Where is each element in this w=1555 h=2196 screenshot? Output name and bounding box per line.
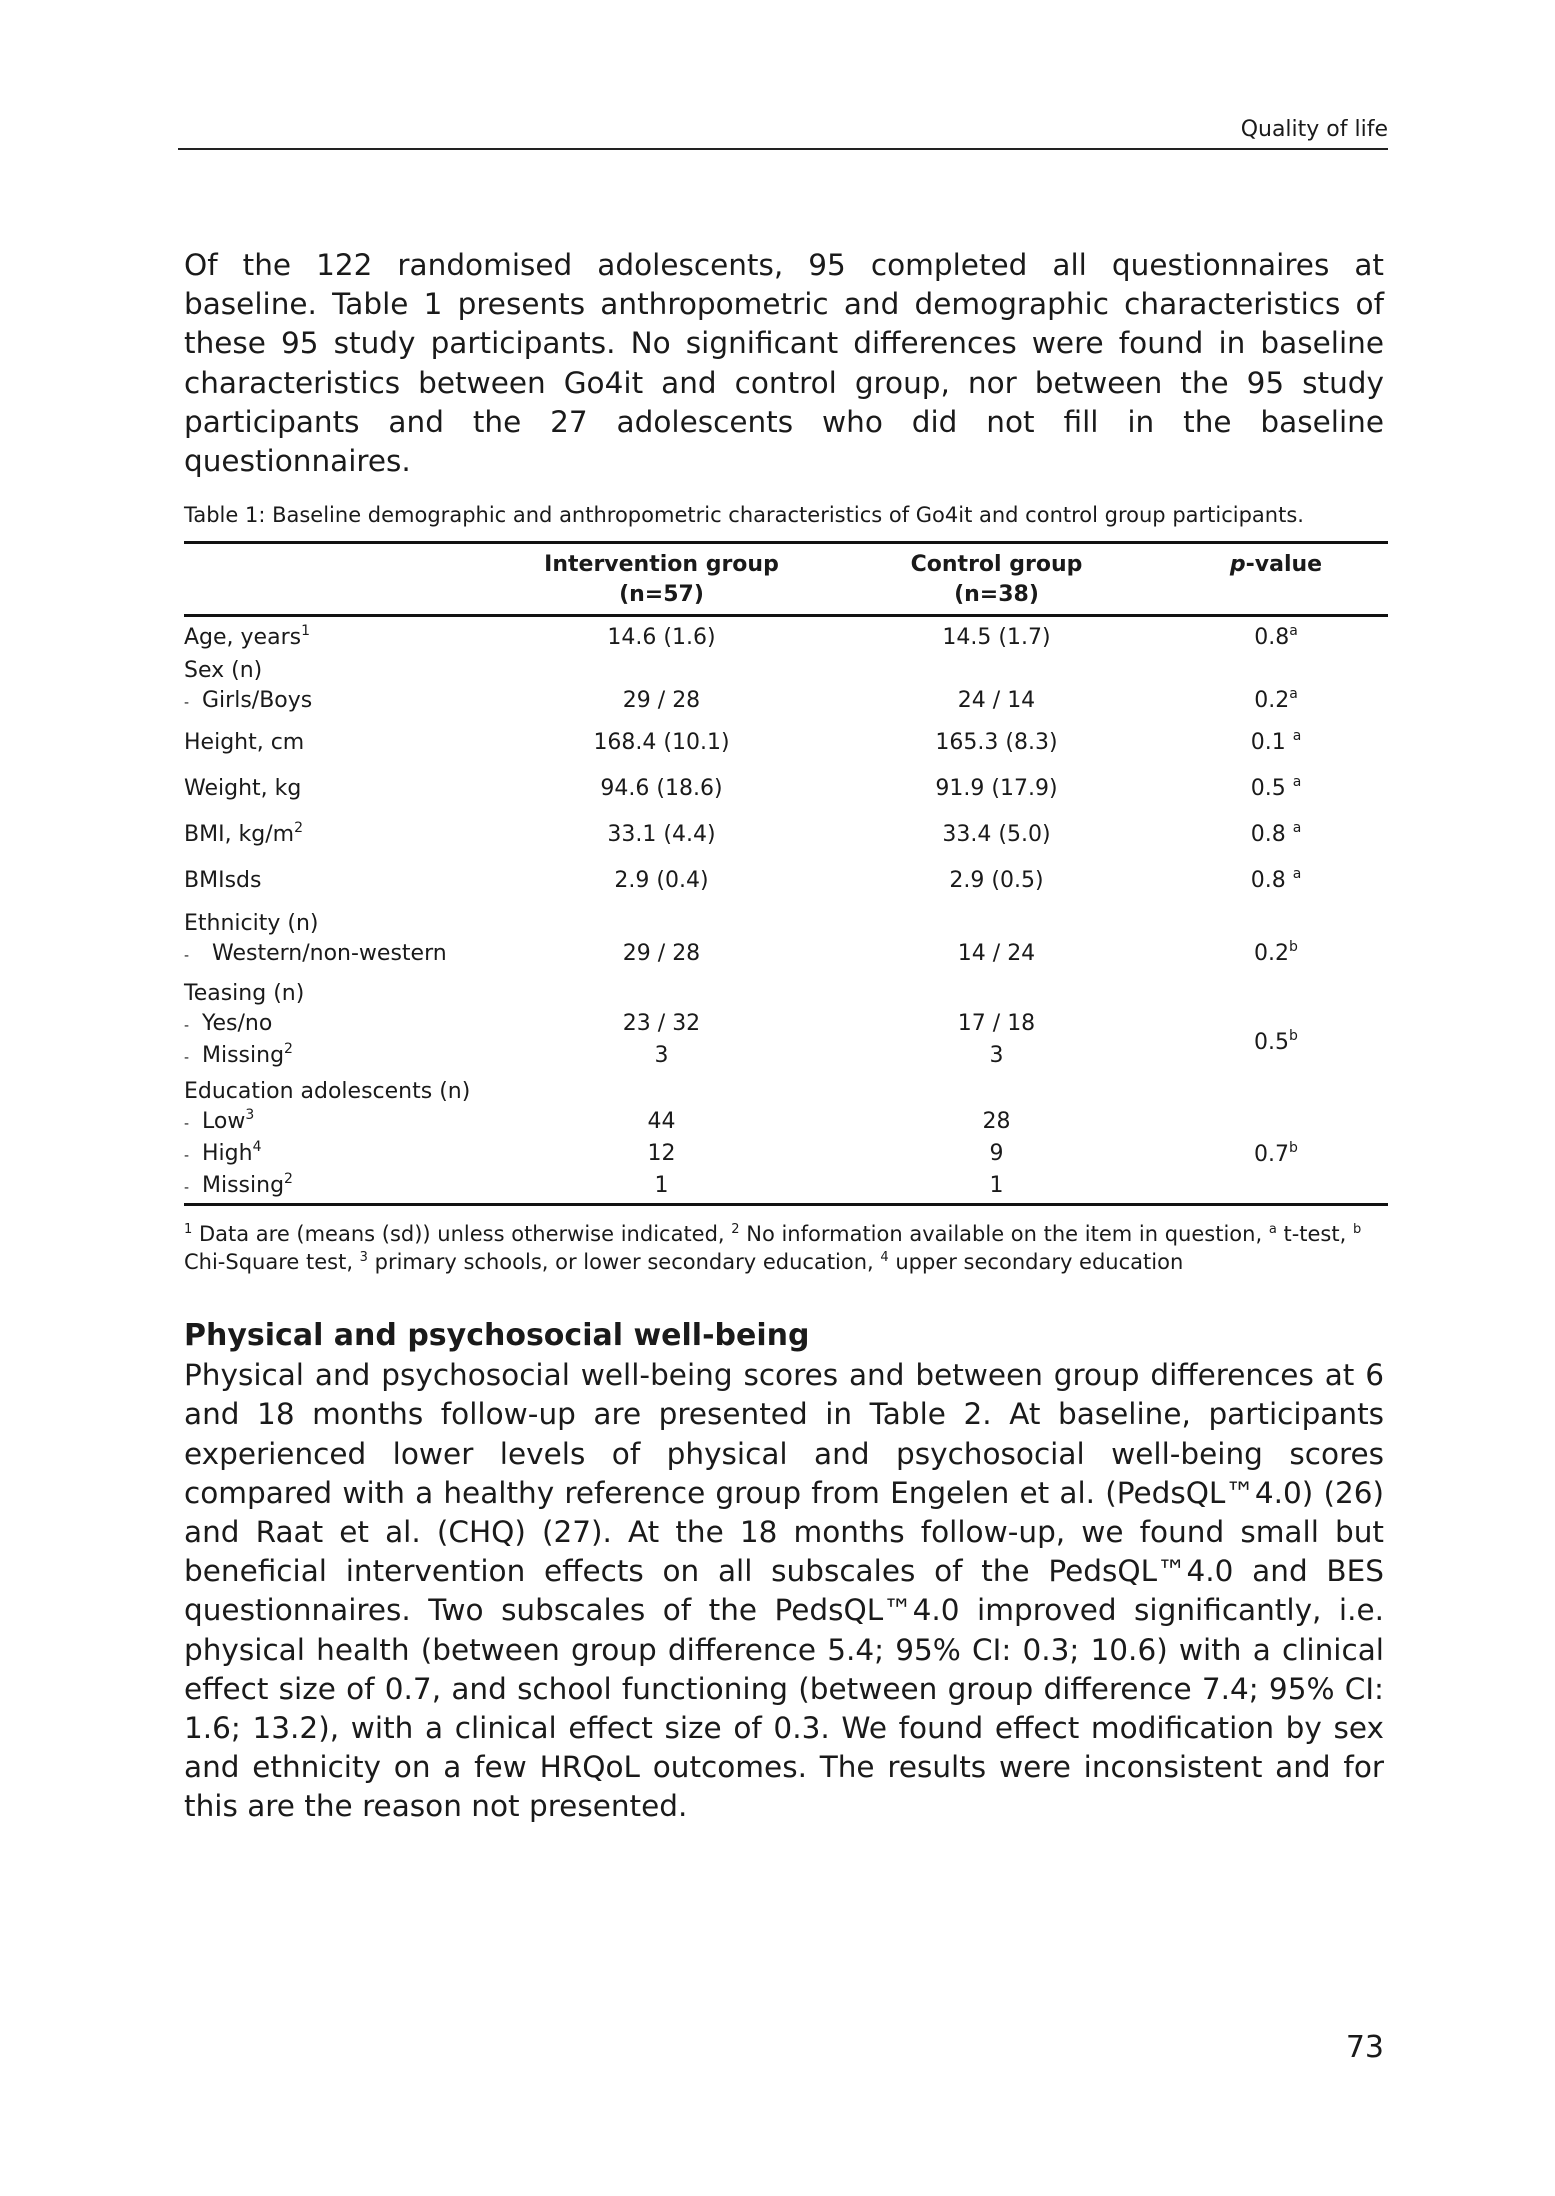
- row-label: Weight, kg: [184, 775, 302, 801]
- row-label: High: [202, 1140, 253, 1166]
- table-row: [184, 820, 1388, 866]
- cell-p-sup: a: [1292, 819, 1302, 836]
- row-label: Yes/no: [202, 1010, 273, 1036]
- row-label: Girls/Boys: [202, 687, 313, 713]
- page-content: [184, 246, 1384, 1827]
- row-label-sup: 3: [245, 1106, 255, 1123]
- header-intervention-title: Intervention group: [544, 552, 779, 578]
- row-group-label: Teasing (n): [184, 980, 305, 1006]
- bullet-marker: -: [184, 947, 190, 964]
- bullet-marker: -: [184, 1049, 190, 1066]
- table-header-row: [184, 543, 1388, 616]
- row-label-sup: 4: [252, 1138, 262, 1155]
- cell-p-sup: b: [1289, 938, 1298, 955]
- header-p-italic: p: [1229, 552, 1246, 578]
- footnote-mark: 1: [184, 1222, 193, 1238]
- cell-p-sup: a: [1289, 685, 1298, 702]
- bullet-marker: -: [184, 1147, 190, 1164]
- footnote-mark: 4: [880, 1250, 889, 1266]
- row-label: BMI, kg/m: [184, 821, 295, 847]
- table-row: [184, 686, 1388, 728]
- cell-p: 0.1: [1250, 729, 1286, 755]
- row-label: Height, cm: [184, 729, 305, 755]
- table-row: [184, 774, 1388, 820]
- table-row: [184, 728, 1388, 774]
- bullet-marker: -: [184, 1017, 190, 1034]
- cell-p-sup: b: [1289, 1139, 1298, 1156]
- cell-intervention: 14.6 (1.6): [607, 625, 716, 651]
- cell-intervention: 1: [654, 1172, 669, 1198]
- table-row: [184, 656, 1388, 686]
- header-control-title: Control group: [910, 552, 1083, 578]
- cell-intervention: 168.4 (10.1): [593, 729, 730, 755]
- row-label-sup: 2: [284, 1040, 293, 1057]
- table-caption: Table 1: Baseline demographic and anthropometric characteristics of Go4it and control group participants.: [184, 503, 1304, 528]
- row-group-label: Sex (n): [184, 657, 263, 683]
- cell-intervention: 44: [647, 1108, 676, 1134]
- cell-intervention: 29 / 28: [622, 940, 701, 966]
- intro-paragraph: Of the 122 randomised adolescents, 95 completed all questionnaires at baseline. Table 1 presents anthropometric and demographic characteristics of these 95 study participants. No significant differences were found in baseline characteristics between Go4it and control group, nor between the 95 study participants and the 27 adolescents who did not fill in the baseline questionnaires.: [184, 248, 1384, 479]
- row-label: Age, years: [184, 625, 302, 651]
- footnote-mark: 3: [359, 1250, 368, 1266]
- row-label: Low: [202, 1108, 246, 1134]
- cell-p: 0.2: [1254, 687, 1290, 713]
- row-group-label: Education adolescents (n): [184, 1078, 471, 1104]
- cell-control: 3: [989, 1042, 1004, 1068]
- row-label-sup: 2: [294, 819, 304, 836]
- cell-intervention: 29 / 28: [622, 687, 701, 713]
- page-number: 73: [1345, 2030, 1384, 2065]
- cell-p: 0.5: [1250, 775, 1286, 801]
- cell-control: 9: [989, 1140, 1004, 1166]
- cell-p: 0.2: [1254, 940, 1290, 966]
- table-row: [184, 866, 1388, 909]
- header-control-n: (n=38): [954, 582, 1039, 608]
- row-label: Missing: [202, 1172, 285, 1198]
- header-p-rest: -value: [1245, 552, 1323, 578]
- cell-control: 1: [989, 1172, 1004, 1198]
- cell-control: 2.9 (0.5): [949, 867, 1044, 893]
- row-label: Western/non-western: [212, 940, 447, 966]
- footnote-text: t-test,: [1276, 1222, 1353, 1247]
- cell-p-sup: a: [1292, 727, 1302, 744]
- header-control: [829, 543, 1164, 616]
- table-row: [184, 939, 1388, 979]
- row-label: Missing: [202, 1042, 285, 1068]
- cell-p-sup: a: [1292, 865, 1302, 882]
- bullet-marker: -: [184, 1179, 190, 1196]
- cell-control: 165.3 (8.3): [935, 729, 1058, 755]
- table-row: [184, 909, 1388, 939]
- cell-p-sup: b: [1289, 1027, 1298, 1044]
- header-intervention-n: (n=57): [619, 582, 704, 608]
- cell-p: 0.5: [1254, 1029, 1290, 1055]
- footnote-text: Chi-Square test,: [184, 1250, 360, 1275]
- footnote-text: upper secondary education: [888, 1250, 1184, 1275]
- section-heading: Physical and psychosocial well-being: [184, 1318, 810, 1354]
- table-row: [184, 979, 1388, 1009]
- cell-control: 17 / 18: [957, 1010, 1036, 1036]
- cell-p-sup: a: [1289, 623, 1298, 640]
- baseline-characteristics-table: [184, 541, 1388, 1206]
- row-label-sup: 2: [284, 1170, 293, 1187]
- cell-p: 0.8: [1254, 625, 1290, 651]
- cell-control: 24 / 14: [957, 687, 1036, 713]
- header-intervention: [494, 543, 829, 616]
- footnote-mark: a: [1268, 1222, 1277, 1238]
- cell-control: 14.5 (1.7): [942, 625, 1051, 651]
- cell-p: 0.7: [1254, 1141, 1290, 1167]
- row-label-sup: 1: [301, 623, 311, 640]
- row-group-label: Ethnicity (n): [184, 910, 319, 936]
- cell-p: 0.8: [1250, 867, 1286, 893]
- header-label-empty: [184, 543, 494, 616]
- table-row: [184, 1009, 1388, 1041]
- cell-p: 0.8: [1250, 821, 1286, 847]
- table-footnotes: [184, 1220, 1384, 1276]
- table-row: [184, 1077, 1388, 1107]
- cell-intervention: 23 / 32: [622, 1010, 701, 1036]
- cell-p-sup: a: [1292, 773, 1302, 790]
- cell-intervention: 12: [647, 1140, 676, 1166]
- footnote-mark: b: [1352, 1222, 1362, 1238]
- footnote-text: Data are (means (sd)) unless otherwise indicated,: [192, 1222, 732, 1247]
- row-label: BMIsds: [184, 867, 262, 893]
- footnote-mark: 2: [731, 1222, 740, 1238]
- running-header: [178, 116, 1388, 150]
- cell-control: 33.4 (5.0): [942, 821, 1051, 847]
- header-p-value: [1164, 543, 1388, 616]
- cell-control: 14 / 24: [957, 940, 1036, 966]
- footnote-text: primary schools, or lower secondary education,: [367, 1250, 881, 1275]
- footnote-text: No information available on the item in question,: [739, 1222, 1269, 1247]
- running-title: Quality of life: [1240, 117, 1388, 142]
- cell-intervention: 2.9 (0.4): [614, 867, 709, 893]
- section-paragraph: Physical and psychosocial well-being scores and between group differences at 6 and 18 months follow-up are presented in Table 2. At baseline, participants experienced lower levels of physical and psychosocial well-being scores compared with a healthy reference group from Engelen et al. (PedsQL™4.0) (26) and Raat et al. (CHQ) (27). At the 18 months follow-up, we found small but beneficial intervention effects on all subscales of the PedsQL™4.0 and BES questionnaires. Two subscales of the PedsQL™4.0 improved significantly, i.e. physical health (between group difference 5.4; 95% CI: 0.3; 10.6) with a clinical effect size of 0.7, and school functioning (between group difference 7.4; 95% CI: 1.6; 13.2), with a clinical effect size of 0.3. We found effect modification by sex and ethnicity on a few HRQoL outcomes. The results were inconsistent and for this are the reason not presented.: [184, 1358, 1384, 1824]
- bullet-marker: -: [184, 1115, 190, 1132]
- table-row: [184, 616, 1388, 656]
- cell-intervention: 33.1 (4.4): [607, 821, 716, 847]
- cell-control: 28: [982, 1108, 1011, 1134]
- cell-control: 91.9 (17.9): [935, 775, 1058, 801]
- cell-intervention: 3: [654, 1042, 669, 1068]
- table-row: [184, 1107, 1388, 1139]
- cell-intervention: 94.6 (18.6): [600, 775, 723, 801]
- bullet-marker: -: [184, 694, 190, 711]
